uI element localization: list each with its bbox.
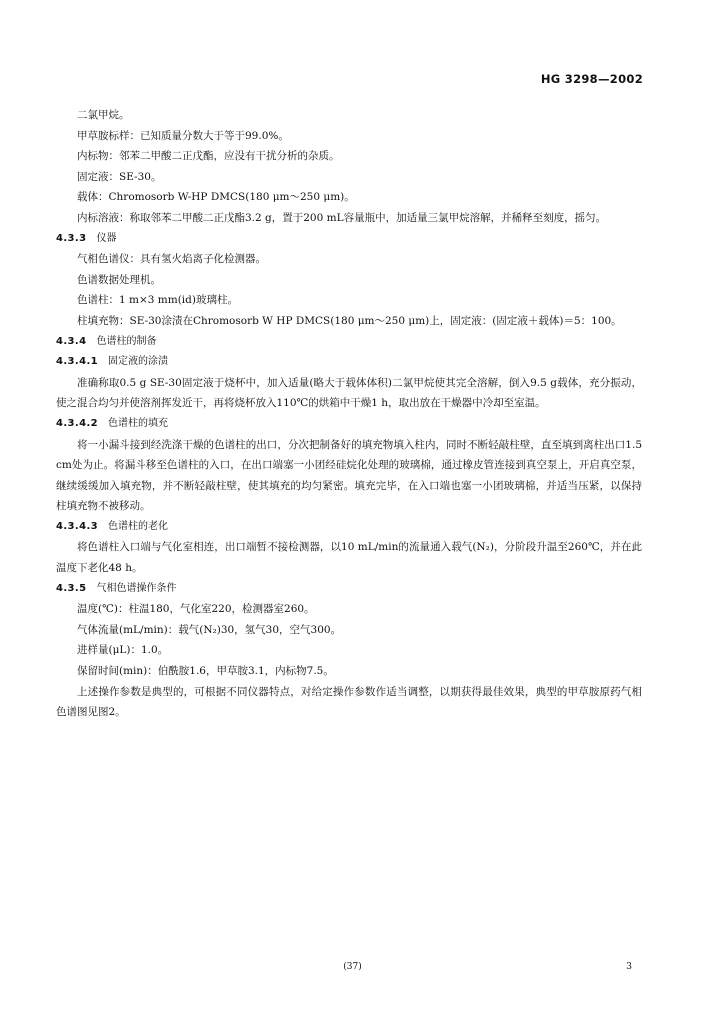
section-heading [56,332,642,353]
body-paragraph: 温度(℃)：柱温180，气化室220，检测器室260。 [77,603,315,616]
document-body [56,105,642,723]
section-number: 4.3.4 [56,335,87,347]
section-heading [56,352,642,373]
section-title: 固定液的涂渍 [108,356,169,368]
body-paragraph: 将一小漏斗接到经洗涤干燥的色谱柱的出口，分次把制备好的填充物填入柱内，同时不断轻敲柱壁，直至填到离柱出口1.5 cm处为止。将漏斗移至色谱柱的入口，在出口端塞一小团经硅烷化处理的玻璃棉，通过橡皮管连接到真空泵上，开启真空泵，继续缓缓加入填充物，并不断轻敲柱壁，使其填充的均匀紧密。填充完毕，在入口端也塞一小团玻璃棉，并适当压紧，以保持柱填充物不被移动。 [56,438,642,513]
body-paragraph: 固定液：SE-30。 [77,170,162,183]
section-title: 气相色谱操作条件 [96,582,177,594]
body-paragraph: 上述操作参数是典型的，可根据不同仪器特点，对给定操作参数作适当调整，以期获得最佳效果，典型的甲草胺原药气相色谱图见图2。 [56,685,642,719]
body-paragraph: 载体：Chromosorb W-HP DMCS(180 μm～250 μm)。 [77,191,355,204]
section-number: 4.3.5 [56,582,87,594]
body-paragraph: 将色谱柱入口端与气化室相连，出口端暂不接检测器，以10 mL/min的流量通入载气(N₂)，分阶段升温至260℃，并在此温度下老化48 h。 [56,541,642,575]
body-paragraph: 色谱柱：1 m×3 mm(id)玻璃柱。 [77,294,238,307]
section-heading [56,414,642,435]
body-paragraph: 甲草胺标样：已知质量分数大于等于99.0%。 [77,129,289,142]
section-title: 色谱柱的填充 [108,417,169,429]
body-paragraph: 气体流量(mL/min)：载气(N₂)30，氢气30，空气300。 [77,623,342,636]
section-heading [56,517,642,538]
body-paragraph: 保留时间(min)：伯酰胺1.6，甲草胺3.1，内标物7.5。 [77,665,334,678]
section-heading [56,229,642,250]
section-title: 色谱柱的老化 [108,520,169,532]
body-paragraph: 准确称取0.5 g SE-30固定液于烧杯中，加入适量(略大于载体体积)二氯甲烷使其完全溶解，倒入9.5 g载体，充分振动，使之混合均匀并使溶剂挥发近干，再将烧杯放入110℃的烘箱中干燥1 h，取出放在干燥器中冷却至室温。 [56,376,642,410]
body-paragraph: 内标溶液：称取邻苯二甲酸二正戊酯3.2 g，置于200 mL容量瓶中，加适量三氯甲烷溶解，并稀释至刻度，摇匀。 [77,211,607,224]
section-number: 4.3.4.2 [56,417,99,429]
standard-code: HG 3298—2002 [540,72,643,86]
section-title: 仪器 [96,232,117,244]
section-title: 色谱柱的制备 [96,335,157,347]
page-sequence-number: (37) [343,962,362,972]
page-number: 3 [626,962,632,972]
body-paragraph: 内标物：邻苯二甲酸二正戊酯，应没有干扰分析的杂质。 [77,150,340,163]
body-paragraph: 进样量(μL)：1.0。 [77,644,169,657]
section-heading [56,579,642,600]
section-number: 4.3.3 [56,232,87,244]
body-paragraph: 柱填充物：SE-30涂渍在Chromosorb W HP DMCS(180 μm～250 μm)上，固定液：(固定液＋载体)＝5：100。 [77,314,622,327]
section-number: 4.3.4.3 [56,520,99,532]
body-paragraph: 气相色谱仪：具有氢火焰离子化检测器。 [77,253,266,266]
section-number: 4.3.4.1 [56,356,99,368]
body-paragraph: 色谱数据处理机。 [77,273,161,286]
body-paragraph: 二氯甲烷。 [77,109,130,121]
